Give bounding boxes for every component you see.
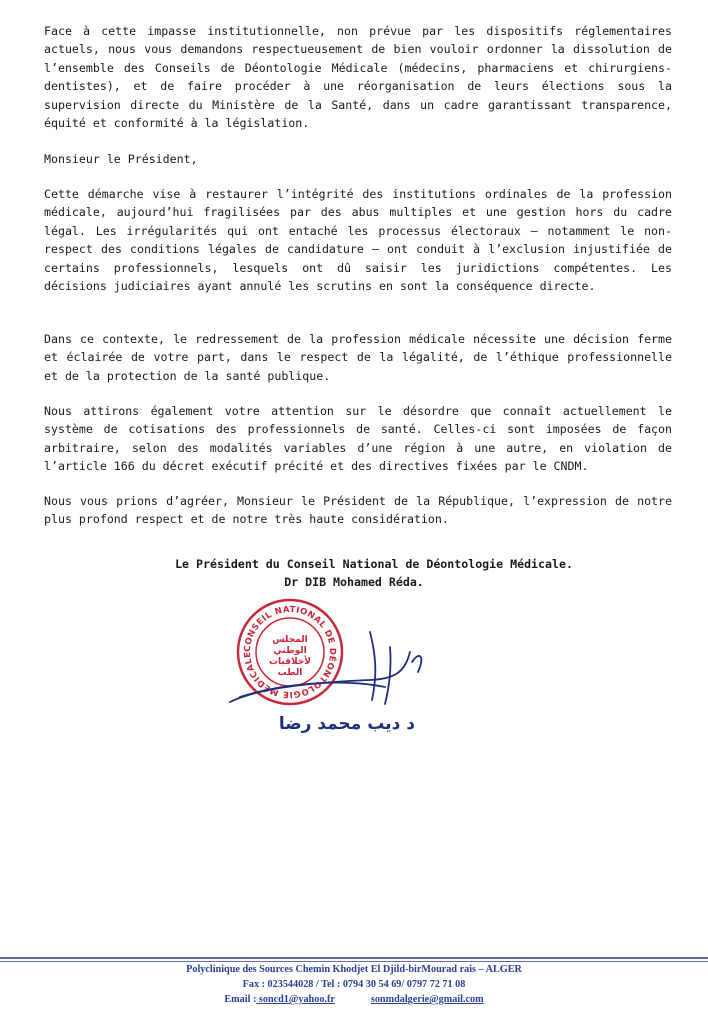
footer-email-line	[0, 993, 708, 1007]
svg-text:د دیب محمد رضا: د دیب محمد رضا	[278, 714, 415, 734]
official-stamp-icon	[220, 592, 460, 742]
paragraph-context: Dans ce contexte, le redressement de la profession médicale nécessite une décision ferme et éclairée de votre part, dans le respect de la légalité, de l’éthique professionnelle et de la protection de la santé publique.	[44, 332, 672, 383]
paragraph-contributions: Nous attirons également votre attention sur le désordre que connaît actuellement le système de cotisations des professionnels de santé. Celles-ci sont imposées de façon arbitraire, selon des modalités variables d’une région à une autre, en violation de l’article 166 du décret exécutif précité et des directives fixées par le CNDM.	[44, 404, 672, 474]
svg-text:الوطني: الوطني	[273, 646, 307, 656]
paragraph-closing: Nous vous prions d’agréer, Monsieur le Président de la République, l’expression de notre plus profond respect et de notre très haute considération.	[44, 494, 672, 527]
footer-divider-thin	[0, 961, 708, 962]
email-link-1[interactable]: soncd1@yahoo.fr	[256, 994, 335, 1005]
svg-text:CONSEIL NATIONAL DE DÉONTOLOGI: CONSEIL NATIONAL DE DÉONTOLOGIE MÉDICALE	[242, 604, 338, 700]
footer-address: Polyclinique des Sources Chemin Khodjet El Djild-birMourad rais – ALGER	[186, 964, 522, 975]
footer-divider	[0, 957, 708, 959]
email-label: Email :	[224, 994, 257, 1005]
email-link-2[interactable]: sonmdalgerie@gmail.com	[370, 994, 484, 1005]
paragraph-dissolution-request: Face à cette impasse institutionnelle, non prévue par les dispositifs réglementaires actuels, nous vous demandons respectueusement de bien vouloir ordonner la dissolution de l’ensemble des Conseils de Déontologie Médicale (médecins, pharmaciens et chirurgiens-dentistes), et de faire procéder à une réorganisation de leurs élections sous la supervision directe du Ministère de la Santé, dans un cadre garantissant transparence, équité et conformité à la législation.	[44, 24, 672, 131]
svg-text:المجلس: المجلس	[272, 635, 308, 645]
footer-phones: Fax : 023544028 / Tel : 0794 30 54 69/ 0797 72 71 08	[242, 979, 466, 990]
svg-text:الطب: الطب	[277, 668, 303, 678]
stamp-and-signature	[220, 592, 460, 742]
signatory-name: Dr DIB Mohamed Réda.	[284, 575, 424, 589]
svg-text:لأخلاقيات: لأخلاقيات	[268, 657, 312, 667]
paragraph-integrity: Cette démarche vise à restaurer l’intégrité des institutions ordinales de la profession médicale, aujourd’hui fragilisées par des abus multiples et une gestion hors du cadre légal. Les irrégularités qui ont entaché les processus électoraux – notamment le non-respect des conditions légales de candidature – ont conduit à l’exclusion injustifiée de certains professionnels, lesquels ont dû saisir les juridictions compétentes. Les décisions judiciaires ayant annulé les scrutins en sont la conséquence directe.	[44, 187, 672, 294]
salutation: Monsieur le Président,	[44, 152, 198, 166]
signatory-title: Le Président du Conseil National de Déontologie Médicale.	[175, 557, 573, 571]
